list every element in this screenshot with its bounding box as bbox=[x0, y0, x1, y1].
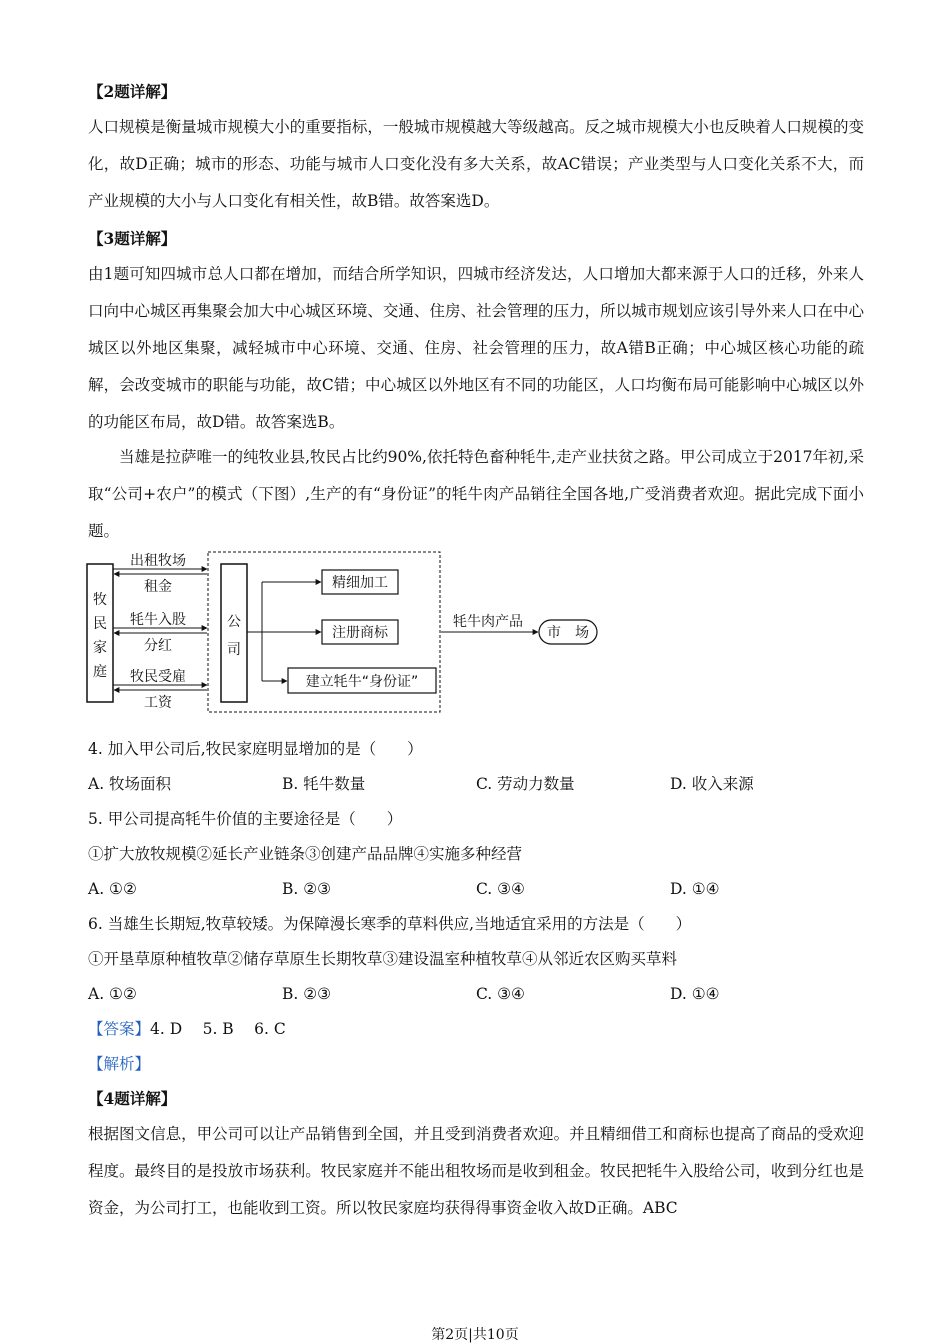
analysis-label: 【解析】 bbox=[88, 1055, 151, 1073]
q6-option: A. ①② bbox=[88, 985, 137, 1003]
q3-heading: 【3题详解】 bbox=[88, 229, 177, 248]
herder-char: 庭 bbox=[93, 664, 107, 680]
herder-char: 民 bbox=[93, 616, 107, 632]
arrow-label: 牦牛入股 bbox=[130, 612, 186, 628]
q4-heading: 【4题详解】 bbox=[88, 1089, 177, 1108]
q4-option: D. 收入来源 bbox=[670, 775, 754, 793]
q4-option: B. 牦牛数量 bbox=[282, 775, 366, 793]
material-intro: 当雄是拉萨唯一的纯牧业县,牧民占比约90%,依托特色畜种牦牛,走产业扶贫之路。甲公司成立于2017年初,采取“公司+农户”的模式（下图）,生产的有“身份证”的牦牛肉产品销往全国各地,广受消费者欢迎。据此完成下面小题。 bbox=[88, 448, 864, 540]
q6-stem: 6. 当雄生长期短,牧草较矮。为保障漫长寒季的草料供应,当地适宜采用的方法是（ ） bbox=[88, 915, 692, 933]
q4-option: C. 劳动力数量 bbox=[476, 775, 575, 793]
company-box bbox=[221, 564, 247, 702]
q5-stem: 5. 甲公司提高牦牛价值的主要途径是（ ） bbox=[88, 810, 403, 828]
step-label: 精细加工 bbox=[332, 575, 388, 591]
arrow-label: 出租牧场 bbox=[130, 553, 186, 569]
company-char: 司 bbox=[227, 642, 241, 658]
answer-line bbox=[88, 1019, 286, 1039]
market-label: 市 场 bbox=[547, 625, 589, 641]
page-footer: 第2页|共10页 bbox=[431, 1327, 519, 1343]
arrow-label: 工资 bbox=[144, 695, 172, 711]
product-label: 牦牛肉产品 bbox=[453, 614, 523, 630]
company-char: 公 bbox=[227, 614, 241, 630]
herder-char: 家 bbox=[93, 640, 107, 656]
arrow-label: 牧民受雇 bbox=[130, 669, 186, 685]
q5-option: A. ①② bbox=[88, 880, 137, 898]
q5-items: ①扩大放牧规模②延长产业链条③创建产品品牌④实施多种经营 bbox=[88, 845, 523, 863]
answer-label: 【答案】 bbox=[88, 1020, 151, 1038]
arrow-label: 分红 bbox=[144, 638, 172, 654]
q5-option: B. ②③ bbox=[282, 880, 332, 898]
step-label: 注册商标 bbox=[332, 625, 388, 641]
q4-option: A. 牧场面积 bbox=[88, 775, 172, 793]
q6-option: C. ③④ bbox=[476, 985, 525, 1003]
herder-box bbox=[87, 564, 113, 702]
herder-char: 牧 bbox=[93, 592, 107, 608]
company-farmer-diagram bbox=[86, 550, 606, 715]
q4-stem: 4. 加入甲公司后,牧民家庭明显增加的是（ ） bbox=[88, 740, 423, 758]
answer-text: 4. D 5. B 6. C bbox=[150, 1020, 286, 1038]
q6-option: D. ①④ bbox=[670, 985, 720, 1003]
q5-option: C. ③④ bbox=[476, 880, 525, 898]
q2-explanation: 人口规模是衡量城市规模大小的重要指标，一般城市规模越大等级越高。反之城市规模大小也反映着人口规模的变化，故D正确；城市的形态、功能与城市人口变化没有多大关系，故AC错误；产业类型与人口变化关系不大，而产业规模的大小与人口变化有相关性，故B错。故答案选D。 bbox=[88, 118, 864, 210]
q5-option: D. ①④ bbox=[670, 880, 720, 898]
q6-items: ①开垦草原种植牧草②储存草原生长期牧草③建设温室种植牧草④从邻近农区购买草料 bbox=[88, 950, 678, 968]
arrow-label: 租金 bbox=[144, 579, 172, 595]
q2-heading: 【2题详解】 bbox=[88, 82, 177, 101]
q4-explanation: 根据图文信息，甲公司可以让产品销售到全国，并且受到消费者欢迎。并且精细借工和商标也提高了商品的受欢迎程度。最终目的是投放市场获利。牧民家庭并不能出租牧场而是收到租金。牧民把牦牛入股给公司，收到分红也是资金，为公司打工，也能收到工资。所以牧民家庭均获得得事资金收入故D正确。ABC bbox=[88, 1125, 864, 1217]
q6-option: B. ②③ bbox=[282, 985, 332, 1003]
q3-explanation: 由1题可知四城市总人口都在增加，而结合所学知识，四城市经济发达，人口增加大都来源于人口的迁移，外来人口向中心城区再集聚会加大中心城区环境、交通、住房、社会管理的压力，所以城市规划应该引导外来人口在中心城区以外地区集聚，减轻城市中心环境、交通、住房、社会管理的压力，故A错B正确；中心城区核心功能的疏解，会改变城市的职能与功能，故C错；中心城区以外地区有不同的功能区，人口均衡布局可能影响中心城区以外的功能区布局，故D错。故答案选B。 bbox=[88, 265, 864, 431]
step-label: 建立牦牛“身份证” bbox=[305, 674, 419, 690]
